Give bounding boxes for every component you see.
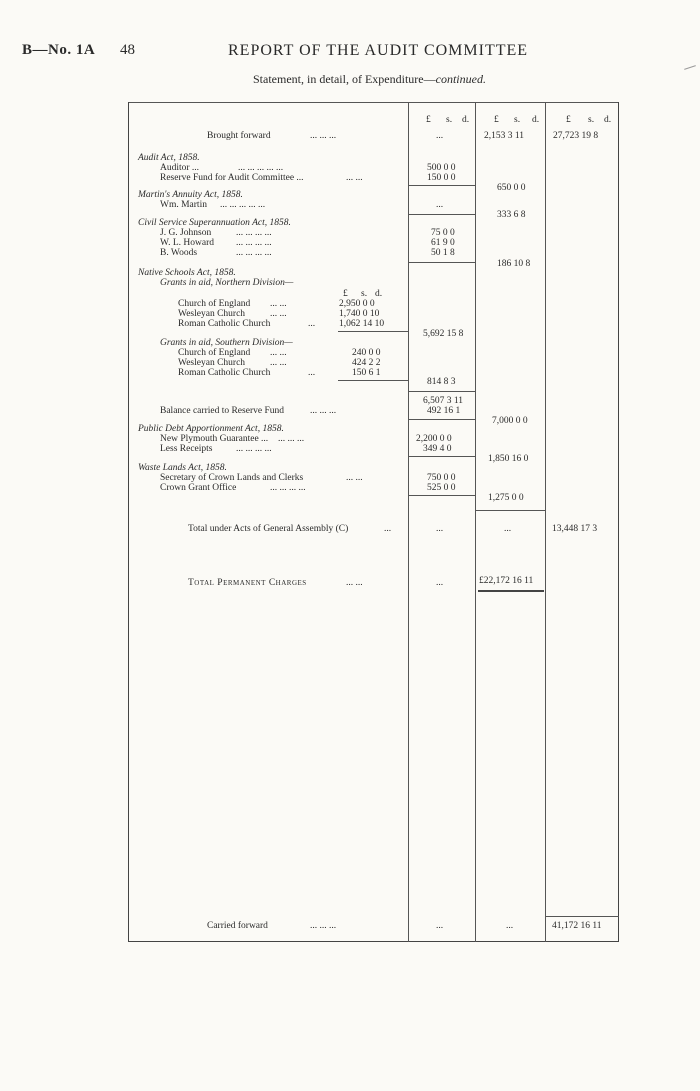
rule [475,510,545,511]
leader-dots: ... [308,368,316,378]
rule [408,495,475,496]
section-total: 186 10 8 [497,259,531,269]
item-label: Balance carried to Reserve Fund [160,406,284,416]
item-label: Wesleyan Church [178,358,246,368]
leader-dots: ... ... ... ... [236,228,272,238]
column-divider [408,102,409,942]
item-label: Wesleyan Church [178,309,246,319]
col-head-shillings: s. [446,115,453,125]
carried-forward-value: 41,172 16 11 [552,921,602,931]
column-divider [475,102,476,942]
col-head-pounds: £ [343,289,348,299]
leader-dots: ... ... [270,358,287,368]
col-head-pounds: £ [494,115,499,125]
col-head-pence: d. [604,115,612,125]
leader-dots: ... ... [270,309,287,319]
subsection-total: 5,692 15 8 [423,329,464,339]
item-amount: 500 0 0 [427,163,456,173]
margin-mark [684,65,696,70]
col-head-pounds: £ [566,115,571,125]
leader-dots: ... [506,921,514,931]
leader-dots: ... ... ... [278,434,305,444]
item-label: J. G. Johnson [160,228,212,238]
subsection-heading: Grants in aid, Northern Division— [160,278,294,288]
item-label: Secretary of Crown Lands and Clerks [160,473,304,483]
item-amount: 349 4 0 [423,444,452,454]
leader-dots: ... ... ... ... ... [220,200,266,210]
leader-dots: ... [436,200,444,210]
col-head-pounds: £ [426,115,431,125]
item-amount: 424 2 2 [352,358,381,368]
leader-dots: ... ... ... [310,131,337,141]
col-head-shillings: s. [514,115,521,125]
item-label: Auditor ... [160,163,200,173]
leader-dots: ... [436,131,444,141]
carried-forward-label: Carried forward [207,921,268,931]
item-amount: 750 0 0 [427,473,456,483]
leader-dots: ... [504,524,512,534]
act-heading: Martin's Annuity Act, 1858. [138,190,243,200]
page-title: REPORT OF THE AUDIT COMMITTEE [228,42,529,59]
item-amount: 50 1 8 [431,248,455,258]
rule [408,185,475,186]
section-total: 1,275 0 0 [488,493,524,503]
brought-forward-col3: 2,153 3 11 [484,131,525,141]
act-heading: Civil Service Superannuation Act, 1858. [138,218,291,228]
rule [408,419,475,420]
leader-dots: ... ... ... [310,406,337,416]
item-amount: 240 0 0 [352,348,381,358]
item-label: Wm. Martin [160,200,207,210]
act-heading: Audit Act, 1858. [138,153,200,163]
rule [338,380,408,381]
col-head-pence: d. [532,115,540,125]
rule [408,214,475,215]
leader-dots: ... ... ... ... [236,238,272,248]
item-amount: 75 0 0 [431,228,455,238]
leader-dots: ... ... [346,578,363,588]
act-heading: Public Debt Apportionment Act, 1858. [138,424,284,434]
leader-dots: ... ... ... ... [236,444,272,454]
subsection-heading: Grants in aid, Southern Division— [160,338,293,348]
rule [408,262,475,263]
item-amount: 2,950 0 0 [339,299,375,309]
leader-dots: ... ... [346,473,363,483]
col-head-shillings: s. [588,115,595,125]
col-head-shillings: s. [361,289,368,299]
page-number: 48 [120,42,135,58]
item-label: Roman Catholic Church [178,319,271,329]
item-amount: 525 0 0 [427,483,456,493]
item-label: B. Woods [160,248,198,258]
item-label: Church of England [178,348,251,358]
section-total: 1,850 16 0 [488,454,529,464]
total-c-value: 13,448 17 3 [552,524,598,534]
total-permanent-value: £22,172 16 11 [479,576,534,586]
subsection-sum: 6,507 3 11 [423,396,464,406]
leader-dots: ... ... ... [310,921,337,931]
leader-dots: ... [384,524,392,534]
rule [338,331,408,332]
item-amount: 150 6 1 [352,368,381,378]
col-head-pence: d. [375,289,383,299]
column-divider [545,102,546,942]
leader-dots: ... ... [346,173,363,183]
item-label: Reserve Fund for Audit Committee ... [160,173,304,183]
subsection-total: 814 8 3 [427,377,456,387]
item-amount: 2,200 0 0 [416,434,452,444]
col-head-pence: d. [462,115,470,125]
leader-dots: ... ... ... ... [236,248,272,258]
item-amount: 1,062 14 10 [339,319,385,329]
item-label: Less Receipts [160,444,213,454]
act-heading: Native Schools Act, 1858. [138,268,236,278]
act-heading: Waste Lands Act, 1858. [138,463,227,473]
leader-dots: ... ... ... ... ... [238,163,284,173]
section-total: 7,000 0 0 [492,416,528,426]
item-label: W. L. Howard [160,238,214,248]
double-rule [478,590,544,592]
page-subtitle: Statement, in detail, of Expenditure—continued. [253,72,486,86]
item-label: Church of England [178,299,251,309]
leader-dots: ... [436,578,444,588]
rule [408,456,475,457]
brought-forward-col4: 27,723 19 8 [553,131,599,141]
rule [408,391,475,392]
item-amount: 492 16 1 [427,406,461,416]
section-total: 650 0 0 [497,183,526,193]
leader-dots: ... ... ... ... [270,483,306,493]
total-permanent-label: Total Permanent Charges [188,578,307,588]
item-amount: 1,740 0 10 [339,309,380,319]
brought-forward-label: Brought forward [207,131,271,141]
item-amount: 150 0 0 [427,173,456,183]
leader-dots: ... ... [270,299,287,309]
leader-dots: ... [308,319,316,329]
document-reference: B—No. 1A [22,42,96,58]
leader-dots: ... ... [270,348,287,358]
item-label: Crown Grant Office [160,483,237,493]
rule [545,916,619,917]
item-label: Roman Catholic Church [178,368,271,378]
section-total: 333 6 8 [497,210,526,220]
leader-dots: ... [436,921,444,931]
total-c-label: Total under Acts of General Assembly (C) [188,524,349,534]
item-amount: 61 9 0 [431,238,455,248]
item-label: New Plymouth Guarantee ... [160,434,269,444]
leader-dots: ... [436,524,444,534]
